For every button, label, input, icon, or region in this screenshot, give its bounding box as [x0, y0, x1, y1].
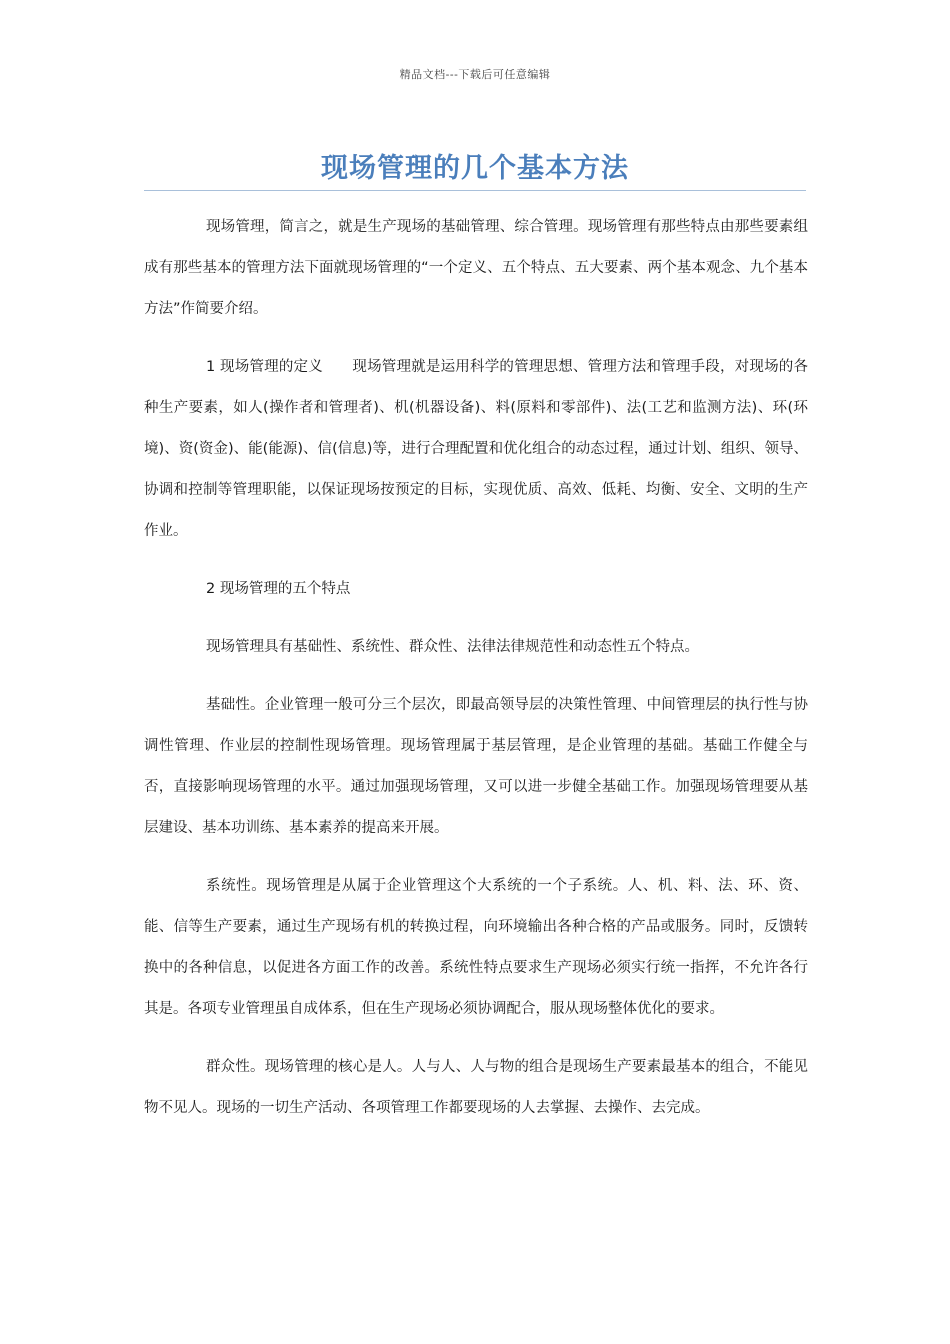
document-header-note: 精品文档---下载后可任意编辑: [399, 68, 551, 81]
document-body: [144, 207, 808, 1146]
basic-nature-paragraph: 基础性。企业管理一般可分三个层次，即最高领导层的决策性管理、中间管理层的执行性与协调性管理、作业层的控制性现场管理。现场管理属于基层管理，是企业管理的基础。基础工作健全与否，直接影响现场管理的水平。通过加强现场管理，又可以进一步健全基础工作。加强现场管理要从基层建设、基本功训练、基本素养的提高来开展。: [144, 697, 808, 836]
features-summary-paragraph: 现场管理具有基础性、系统性、群众性、法律法律规范性和动态性五个特点。: [206, 639, 699, 655]
intro-paragraph: 现场管理，简言之，就是生产现场的基础管理、综合管理。现场管理有那些特点由那些要素组成有那些基本的管理方法下面就现场管理的“一个定义、五个特点、五大要素、两个基本观念、九个基本方法”作简要介绍。: [144, 219, 808, 317]
document-title: 现场管理的几个基本方法: [321, 153, 629, 184]
mass-nature-paragraph: 群众性。现场管理的核心是人。人与人、人与物的组合是现场生产要素最基本的组合，不能见物不见人。现场的一切生产活动、各项管理工作都要现场的人去掌握、去操作、去完成。: [144, 1059, 808, 1116]
systematic-nature-paragraph: 系统性。现场管理是从属于企业管理这个大系统的一个子系统。人、机、料、法、环、资、能、信等生产要素，通过生产现场有机的转换过程，向环境输出各种合格的产品或服务。同时，反馈转换中的各种信息，以促进各方面工作的改善。系统性特点要求生产现场必须实行统一指挥，不允许各行其是。各项专业管理虽自成体系，但在生产现场必须协调配合，服从现场整体优化的要求。: [144, 878, 808, 1017]
section-heading-five-features: 2 现场管理的五个特点: [206, 581, 351, 597]
title-underline: [144, 190, 806, 191]
definition-paragraph: 1 现场管理的定义 现场管理就是运用科学的管理思想、管理方法和管理手段，对现场的各种生产要素，如人(操作者和管理者)、机(机器设备)、料(原料和零部件)、法(工艺和监测方法)、环(环境)、资(资金)、能(能源)、信(信息)等，进行合理配置和优化组合的动态过程，通过计划、组织、领导、协调和控制等管理职能，以保证现场按预定的目标，实现优质、高效、低耗、均衡、安全、文明的生产作业。: [144, 359, 808, 539]
